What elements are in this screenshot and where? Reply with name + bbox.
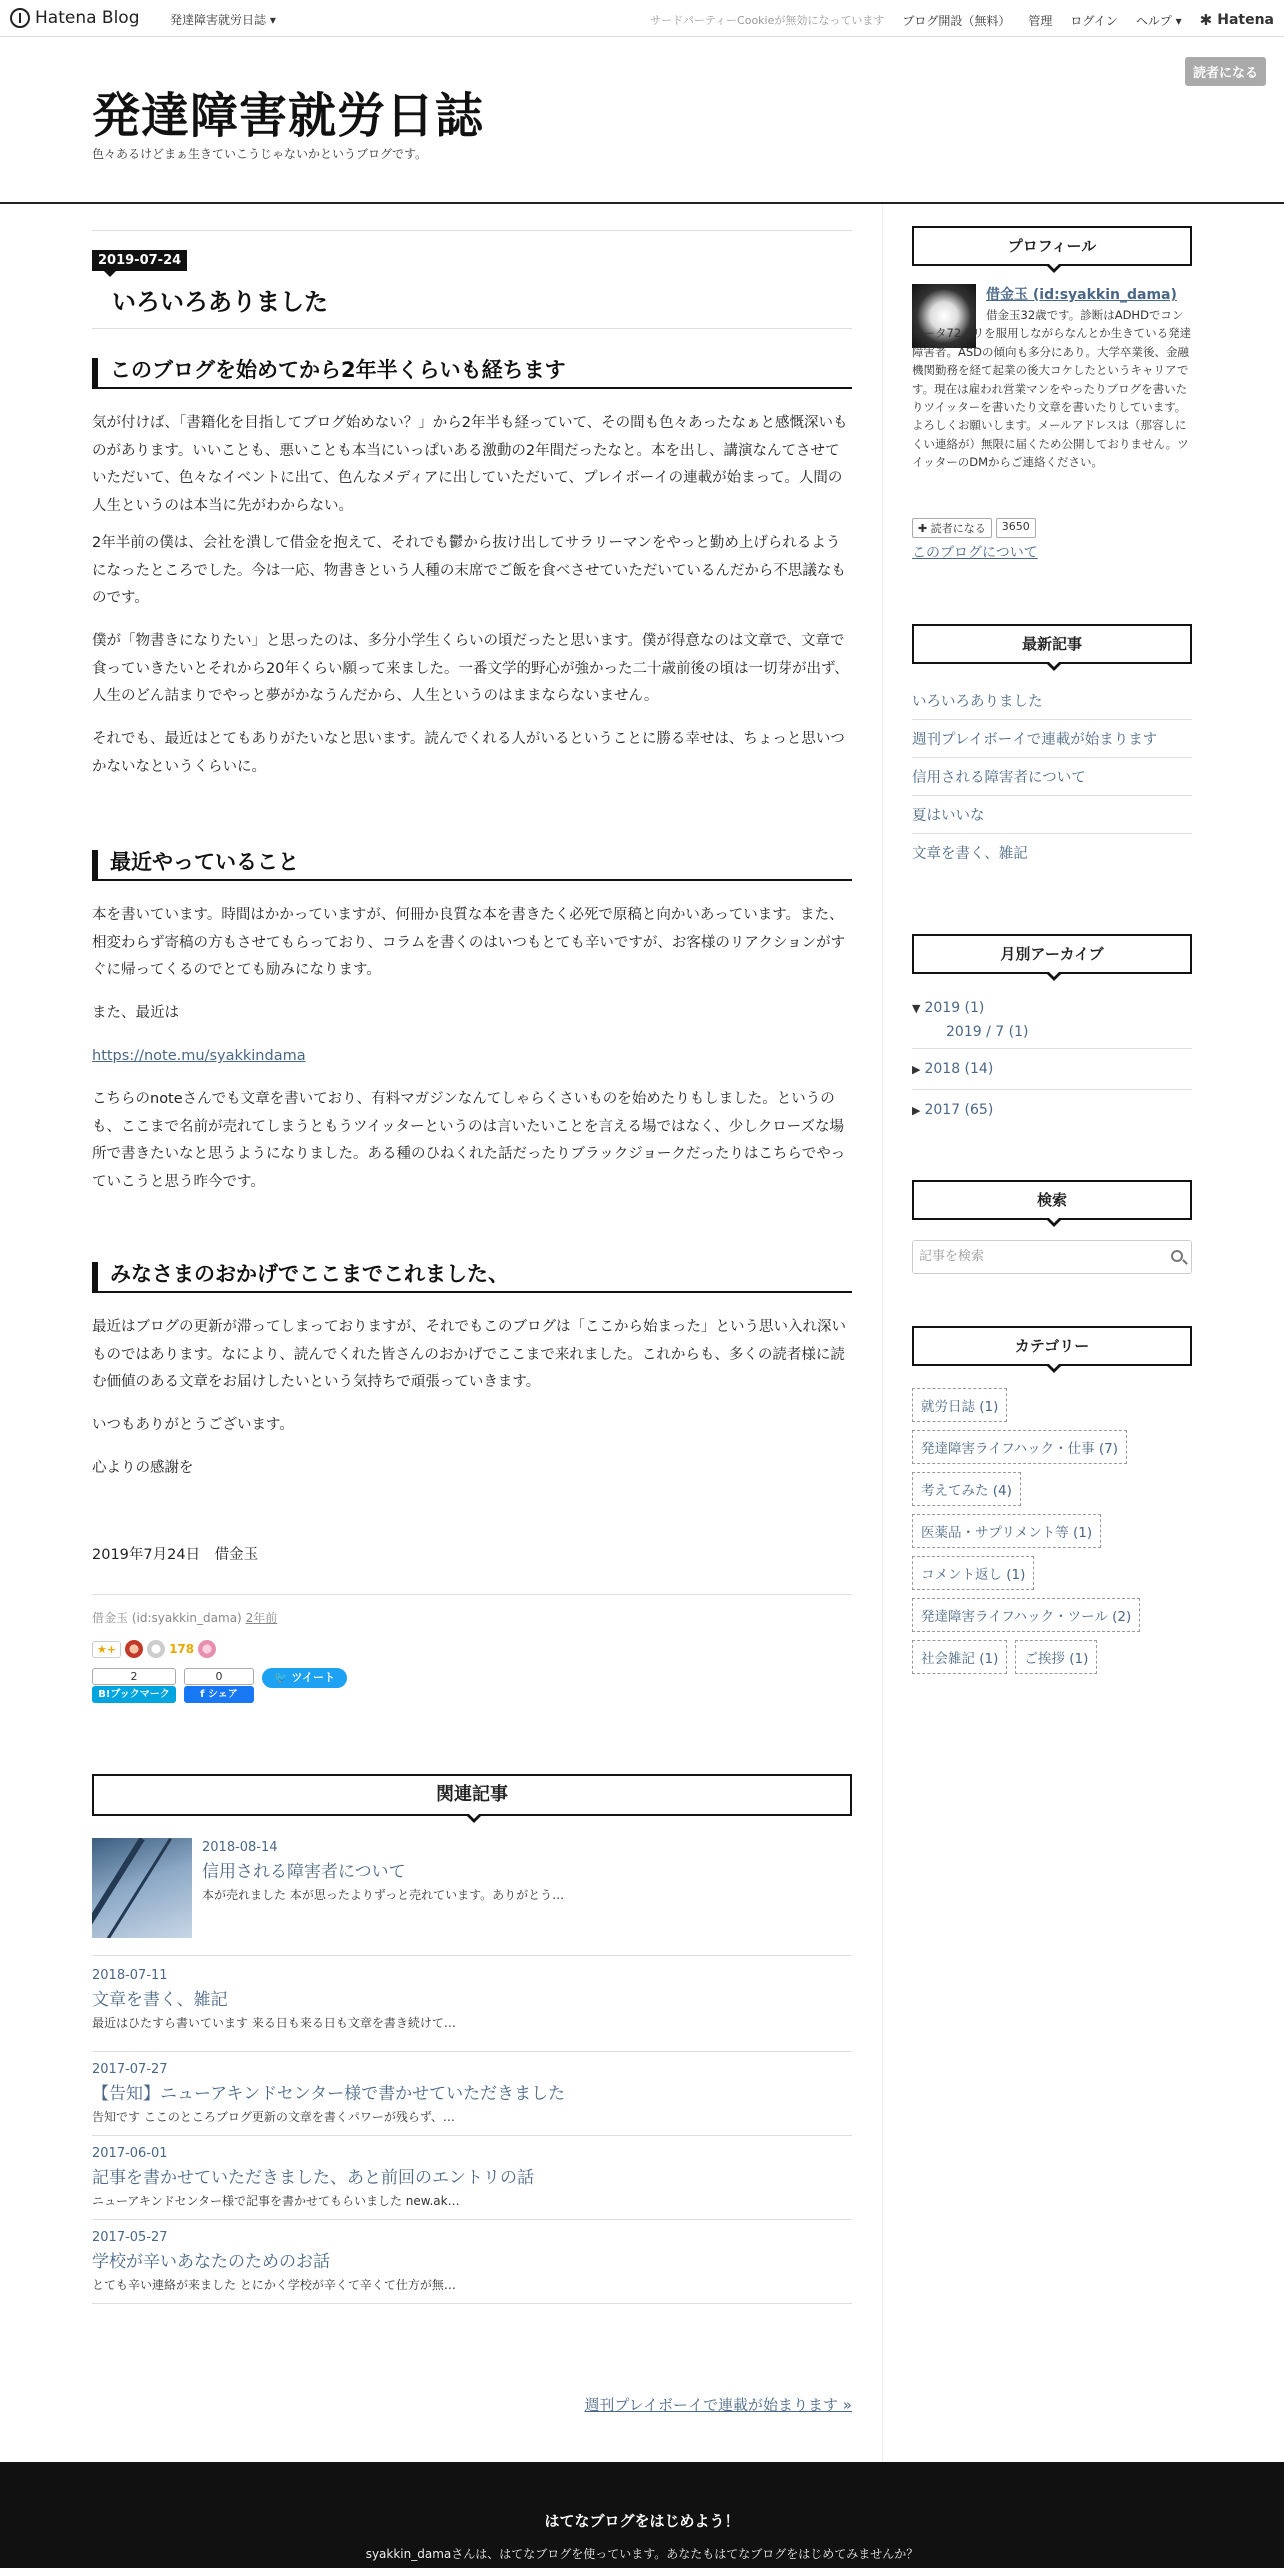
star-user-avatar[interactable] xyxy=(147,1640,165,1658)
category-tag[interactable]: 就労日誌 (1) xyxy=(912,1388,1007,1422)
profile-name[interactable]: 借金玉 (id:syakkin_dama) xyxy=(986,287,1177,303)
tweet-button[interactable]: 🐦 ツイート xyxy=(262,1668,347,1688)
category-list xyxy=(912,1388,1192,1674)
paragraph: 2年半前の僕は、会社を潰して借金を抱えて、それでも鬱から抜け出してサラリーマンをやっと勤め上げられるようになったところでした。今は一応、物書きという人種の末席でご飯を食べさせていただいているんだから不思議なものです。 xyxy=(92,535,846,607)
recent-item[interactable]: 週刊プレイボーイで連載が始まります xyxy=(912,720,1192,758)
share-count[interactable]: 0 xyxy=(184,1668,254,1685)
entry-date[interactable]: 2019-07-24 xyxy=(92,250,187,271)
related-item[interactable] xyxy=(92,1838,852,1956)
bookmark-widget xyxy=(92,1668,176,1703)
page-footer xyxy=(0,2462,1284,2568)
hatena-link[interactable]: ✱ Hatena xyxy=(1199,11,1274,29)
category-tag[interactable]: 考えてみた (4) xyxy=(912,1472,1021,1506)
related-title[interactable]: 文章を書く、雑記 xyxy=(92,1990,228,2010)
profile-subscribe-button[interactable]: ✚ 読者になる xyxy=(912,518,992,538)
recent-item[interactable]: 夏はいいな xyxy=(912,796,1192,834)
category-heading: カテゴリー xyxy=(912,1326,1192,1366)
facebook-widget xyxy=(184,1668,254,1703)
paragraph: それでも、最近はとてもありがたいなと思います。読んでくれる人がいるということに勝る幸せは、ちょっと思いつかないなというくらいに。 xyxy=(92,731,845,775)
category-module xyxy=(912,1326,1192,1674)
category-tag[interactable]: 医薬品・サプリメント等 (1) xyxy=(912,1514,1101,1548)
next-entry-link[interactable]: 週刊プレイボーイで連載が始まります » xyxy=(584,2396,852,2414)
about-blog-link[interactable]: このブログについて xyxy=(912,545,1038,561)
note-link[interactable]: https://note.mu/syakkindama xyxy=(92,1048,306,1064)
category-tag[interactable]: 発達障害ライフハック・ツール (2) xyxy=(912,1598,1140,1632)
entry-time-link[interactable]: 2年前 xyxy=(245,1611,278,1625)
related-excerpt: ニューアキンドセンター様で記事を書かせてもらいました new.ak… xyxy=(92,2194,460,2208)
section-heading: このブログを始めてから2年半くらいも経ちます xyxy=(92,358,852,389)
category-tag[interactable]: ご挨拶 (1) xyxy=(1015,1640,1097,1674)
column-divider xyxy=(882,204,883,2462)
open-blog-link[interactable]: ブログ開設（無料） xyxy=(902,13,1011,28)
caret-right-icon: ▶ xyxy=(912,1104,921,1117)
paragraph: 本を書いています。時間はかかっていますが、何冊か良質な本を書きたく必死で原稿と向かいあっています。また、相変わらず寄稿の方もさせてもらっており、コラムを書くのはいつもとても辛いですが、お客様のリアクションがすぐに帰ってくるのでとても励みになります。 xyxy=(92,907,846,979)
reader-count[interactable]: 3650 xyxy=(996,518,1036,538)
blog-header xyxy=(0,37,1284,204)
search-input[interactable]: 記事を検索 xyxy=(912,1240,1192,1274)
recent-item[interactable]: いろいろありました xyxy=(912,682,1192,720)
blog-description: 色々あるけどまぁ生きていこうじゃないかというブログです。 xyxy=(92,147,428,161)
related-date: 2017-07-27 xyxy=(92,2062,168,2077)
related-item[interactable] xyxy=(92,2220,852,2304)
related-excerpt: とても辛い連絡が来ました とにかく学校が辛くて辛くて仕方が無… xyxy=(92,2278,456,2292)
search-module xyxy=(912,1180,1192,1274)
hatena-blog-logo[interactable]: Hatena Blog xyxy=(10,8,140,28)
recent-item[interactable]: 信用される障害者について xyxy=(912,758,1192,796)
related-thumbnail[interactable] xyxy=(92,1838,192,1938)
entry-top-rule xyxy=(92,230,852,236)
star-user-avatar[interactable] xyxy=(125,1640,143,1658)
footer-subtext: syakkin_damaさんは、はてなブログを使っています。あなたもはてなブログをはじめてみませんか？ xyxy=(365,2547,919,2561)
related-date: 2018-07-11 xyxy=(92,1968,168,1983)
admin-link[interactable]: 管理 xyxy=(1028,13,1053,28)
category-tag[interactable]: 発達障害ライフハック・仕事 (7) xyxy=(912,1430,1127,1464)
subscribe-button[interactable]: 読者になる xyxy=(1185,57,1266,86)
entry-footer xyxy=(92,1594,852,1703)
recent-item[interactable]: 文章を書く、雑記 xyxy=(912,846,1028,862)
search-heading: 検索 xyxy=(912,1180,1192,1220)
archive-list xyxy=(912,996,1192,1122)
related-title[interactable]: 記事を書かせていただきました、あと前回のエントリの話 xyxy=(92,2168,534,2188)
related-heading: 関連記事 xyxy=(92,1774,852,1816)
recent-heading: 最新記事 xyxy=(912,624,1192,664)
paragraph: 僕が「物書きになりたい」と思ったのは、多分小学生くらいの頃だったと思います。僕が得意なのは文章で、文章で食っていきたいとそれから20年くらい願って来ました。一番文学的野心が強かった二十歳前後の頃は一切芽が出ず、人生のどん詰まりでやっと夢がかなうんだから、人生というのはままならないません。 xyxy=(92,633,849,705)
global-header xyxy=(0,0,1284,37)
paragraph: いつもありがとうございます。 xyxy=(92,1417,294,1433)
related-title[interactable]: 学校が辛いあなたのためのお話 xyxy=(92,2252,330,2272)
archive-heading: 月別アーカイブ xyxy=(912,934,1192,974)
caret-down-icon: ▼ xyxy=(912,1002,921,1015)
section-heading: 最近やっていること xyxy=(92,850,852,881)
search-icon[interactable] xyxy=(1171,1250,1183,1262)
related-item[interactable] xyxy=(92,2052,852,2136)
star-user-avatar[interactable] xyxy=(198,1640,216,1658)
paragraph: こちらのnoteさんでも文章を書いており、有料マガジンなんてしゃらくさいものを始めたりもしました。というのも、ここまで名前が売れてしまうともうツイッターというのは言いたいことを言える場ではなく、少しクローズな場所で書きたいなと思うようになりました。ある種のひねくれた話だったりブラックジョークだったりはこちらでやっていこうと思う昨今です。 xyxy=(92,1091,846,1190)
related-date: 2017-05-27 xyxy=(92,2230,168,2245)
cookie-notice[interactable]: サードパーティーCookieが無効になっています xyxy=(650,14,885,27)
entry-author: 借金玉 (id:syakkin_dama) 2年前 xyxy=(92,1611,278,1625)
hatena-star-icon: ✱ xyxy=(1199,11,1213,29)
help-menu[interactable]: ヘルプ ▾ xyxy=(1135,13,1182,28)
entry-article xyxy=(92,230,852,2414)
related-item[interactable] xyxy=(92,2136,852,2220)
archive-year[interactable]: ▼ 2019 (1) xyxy=(912,1000,985,1016)
archive-year[interactable]: ▶ 2018 (14) xyxy=(912,1061,994,1077)
recent-entries-module xyxy=(912,624,1192,871)
profile-heading: プロフィール xyxy=(912,226,1192,266)
related-date: 2018-08-14 xyxy=(202,1840,278,1855)
profile-module xyxy=(912,226,1192,561)
star-row xyxy=(92,1640,852,1658)
archive-divider xyxy=(912,1089,1192,1090)
paragraph: 気が付けば、「書籍化を目指してブログ始めない？」から2年半も経っていて、その間も色々あったなぁと感慨深いものがあります。いいことも、悪いことも本当にいっぱいある激動の2年間だったなと。本を出し、講演なんてさせていただいて、色々なイベントに出て、色んなメディアに出していただいて、プレイボーイの連載が始まって。人間の人生というのは本当に先がわからない。 xyxy=(92,415,848,514)
archive-month[interactable]: 2019 / 7 (1) xyxy=(946,1024,1029,1040)
star-count[interactable]: 178 xyxy=(169,1642,195,1656)
share-buttons xyxy=(92,1668,852,1703)
related-excerpt: 本が売れました 本が思ったよりずっと売れています。ありがとう… xyxy=(202,1888,565,1902)
footer-title[interactable]: はてなブログをはじめよう！ xyxy=(544,2512,740,2530)
category-tag[interactable]: 社会雑記 (1) xyxy=(912,1640,1007,1674)
archive-divider xyxy=(912,1048,1192,1049)
twitter-bird-icon: 🐦 xyxy=(274,1671,292,1684)
section-heading: みなさまのおかげでここまでこれました、 xyxy=(92,1262,852,1293)
related-excerpt: 告知です ここのところブログ更新の文章を書くパワーが残らず、… xyxy=(92,2110,455,2124)
blog-title[interactable]: 発達障害就労日誌 xyxy=(92,88,485,144)
paragraph xyxy=(92,1043,852,1071)
related-excerpt: 最近はひたすら書いています 来る日も来る日も文章を書き続けて… xyxy=(92,2016,456,2030)
facebook-share-button[interactable]: f シェア xyxy=(184,1686,254,1703)
paragraph: 最近はブログの更新が滞ってしまっておりますが、それでもこのブログは「ここから始まった」という思い入れ深いものではあります。なにより、読んでくれた皆さんのおかげでここまで来れました。これからも、多くの読者様に読む価値のある文章をお届けしたいという気持ちで頑張っていきます。 xyxy=(92,1319,846,1391)
entry-title[interactable]: いろいろありました xyxy=(112,288,328,316)
bookmark-count[interactable]: 2 xyxy=(92,1668,176,1685)
archive-module xyxy=(912,934,1192,1122)
related-date: 2017-06-01 xyxy=(92,2146,168,2161)
login-link[interactable]: ログイン xyxy=(1070,13,1118,28)
paragraph: また、最近は xyxy=(92,1005,179,1021)
related-title[interactable]: 【告知】ニューアキンドセンター様で書かせていただきました xyxy=(92,2084,566,2104)
title-divider xyxy=(92,328,852,329)
related-title[interactable]: 信用される障害者について xyxy=(202,1862,406,1882)
signature: 2019年7月24日 借金玉 xyxy=(92,1547,259,1563)
category-tag[interactable]: コメント返し (1) xyxy=(912,1556,1034,1590)
bookmark-button[interactable]: B!ブックマーク xyxy=(92,1686,176,1703)
add-star-button[interactable]: ★+ xyxy=(92,1641,121,1658)
hatena-logo-icon xyxy=(10,8,30,28)
blog-menu[interactable]: 発達障害就労日誌 ▾ xyxy=(170,13,276,27)
profile-bio: 借金玉32歳です。診断はADHDでコンサータ72ミリを服用しながらなんとか生きている発達障害者。ASDの傾向も多分にあり。大学卒業後、金融機関勤務を経て起業の後大コケしたというキャリアです。現在は雇われ営業マンをやったりブログを書いたりツイッターを書いたり文章を書いたりしています。よろしくお願いします。メールアドレスは（那容しにくい連絡が）無限に届くため公開しておりません。ツイッターのDMからご連絡ください。 xyxy=(912,308,1192,470)
profile-reader xyxy=(912,518,1036,538)
related-item[interactable] xyxy=(92,1968,852,2052)
caret-right-icon: ▶ xyxy=(912,1063,921,1076)
global-nav xyxy=(650,11,1274,29)
paragraph: 心よりの感謝を xyxy=(92,1460,194,1476)
archive-year[interactable]: ▶ 2017 (65) xyxy=(912,1102,994,1118)
recent-list xyxy=(912,682,1192,871)
footer-rule xyxy=(92,1594,852,1595)
